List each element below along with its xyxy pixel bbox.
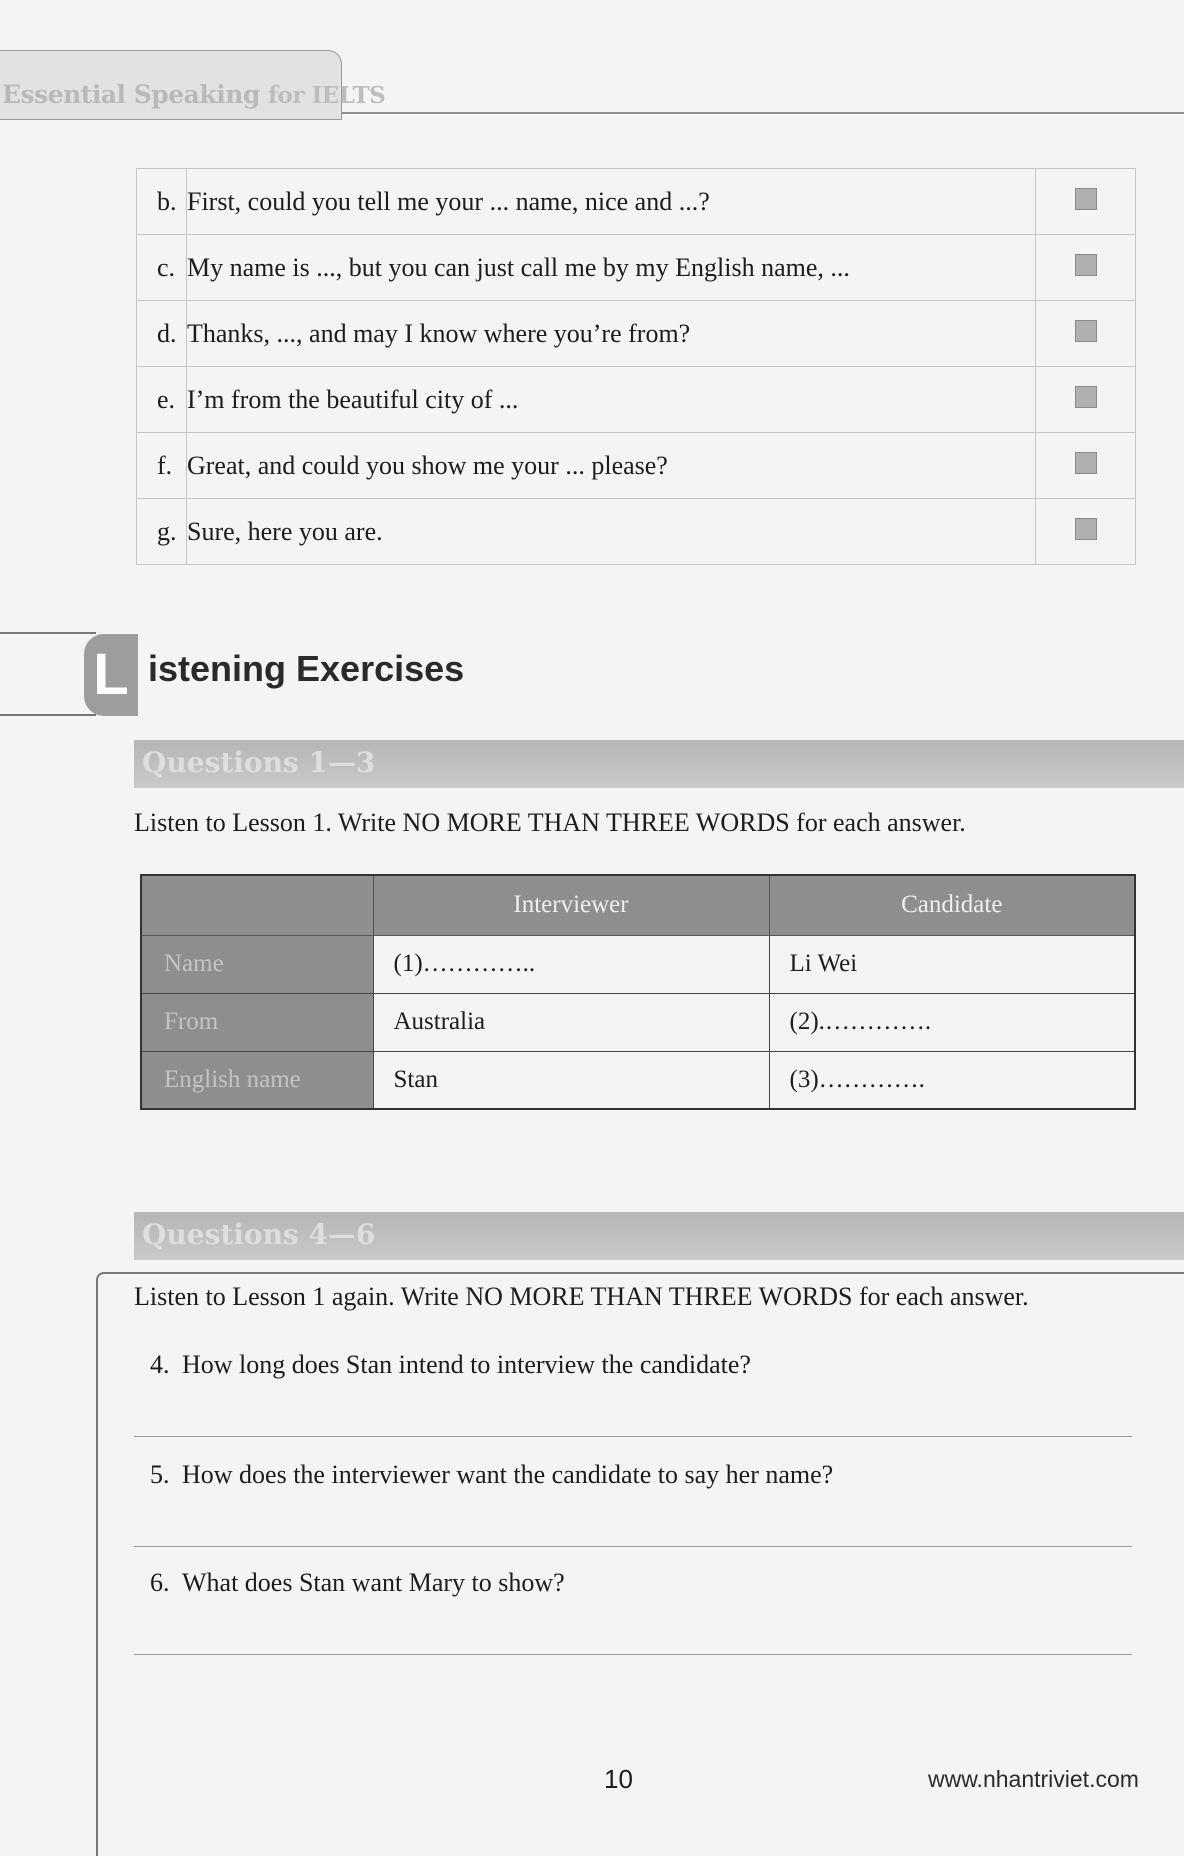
checkbox[interactable] — [1075, 386, 1097, 408]
checkbox[interactable] — [1075, 518, 1097, 540]
table-row — [137, 301, 1136, 367]
row-text: Thanks, ..., and may I know where you’re from? — [186, 301, 1035, 367]
checkbox[interactable] — [1075, 188, 1097, 210]
row-label: From — [141, 993, 373, 1051]
table-row — [137, 433, 1136, 499]
row-letter: c. — [137, 235, 187, 301]
question-text: What does Stan want Mary to show? — [182, 1568, 565, 1597]
row-text: I’m from the beautiful city of ... — [186, 367, 1035, 433]
row-text: My name is ..., but you can just call me by my English name, ... — [186, 235, 1035, 301]
table-row — [137, 367, 1136, 433]
dialogue-table — [136, 168, 1136, 565]
answer-line-6[interactable] — [134, 1654, 1132, 1655]
questions-4-6-label: Questions 4—6 — [142, 1218, 376, 1251]
row-letter: d. — [137, 301, 187, 367]
book-title — [2, 80, 385, 109]
table-row — [137, 169, 1136, 235]
section-initial: L — [84, 634, 138, 716]
table-row — [141, 993, 1135, 1051]
row-text: First, could you tell me your ... name, nice and ...? — [186, 169, 1035, 235]
cell-value: Australia — [373, 993, 769, 1051]
answer-line-4[interactable] — [134, 1436, 1132, 1437]
questions-1-3-label: Questions 1—3 — [142, 746, 376, 779]
website-url: www.nhantriviet.com — [928, 1766, 1139, 1792]
header-cell-interviewer: Interviewer — [373, 875, 769, 935]
question-6 — [150, 1568, 565, 1598]
table-row — [141, 1051, 1135, 1109]
table-row — [137, 235, 1136, 301]
questions-4-6-instruction: Listen to Lesson 1 again. Write NO MORE THAN THREE WORDS for each answer. — [134, 1282, 1029, 1311]
checkbox[interactable] — [1075, 452, 1097, 474]
question-text: How does the interviewer want the candidate to say her name? — [182, 1460, 834, 1489]
answer-line-5[interactable] — [134, 1546, 1132, 1547]
checkbox[interactable] — [1075, 320, 1097, 342]
question-4 — [150, 1350, 751, 1380]
row-text: Great, and could you show me your ... please? — [186, 433, 1035, 499]
section-rule-top — [0, 632, 96, 634]
row-letter: e. — [137, 367, 187, 433]
row-label: English name — [141, 1051, 373, 1109]
row-letter: b. — [137, 169, 187, 235]
answer-blank-2[interactable]: (2).…………. — [769, 993, 1135, 1051]
question-number: 5. — [150, 1460, 170, 1489]
answer-blank-3[interactable]: (3)…………. — [769, 1051, 1135, 1109]
table-row — [141, 935, 1135, 993]
book-title-sub: for IELTS — [268, 82, 386, 109]
question-5 — [150, 1460, 833, 1490]
book-title-main: Essential Speaking — [2, 80, 260, 109]
questions-1-3-instruction: Listen to Lesson 1. Write NO MORE THAN THREE WORDS for each answer. — [134, 808, 966, 837]
row-label: Name — [141, 935, 373, 993]
header-cell — [141, 875, 373, 935]
section-rule-bottom — [0, 714, 96, 716]
section-title: istening Exercises — [148, 648, 465, 689]
row-letter: f. — [137, 433, 187, 499]
checkbox[interactable] — [1075, 254, 1097, 276]
question-number: 6. — [150, 1568, 170, 1597]
question-text: How long does Stan intend to interview the candidate? — [182, 1350, 751, 1379]
cell-value: Li Wei — [769, 935, 1135, 993]
header-rule — [342, 112, 1184, 114]
question-number: 4. — [150, 1350, 170, 1379]
row-letter: g. — [137, 499, 187, 565]
row-text: Sure, here you are. — [186, 499, 1035, 565]
info-table — [140, 874, 1136, 1110]
table-row — [137, 499, 1136, 565]
table-header-row — [141, 875, 1135, 935]
answer-blank-1[interactable]: (1)………….. — [373, 935, 769, 993]
page-number: 10 — [604, 1764, 633, 1794]
header-cell-candidate: Candidate — [769, 875, 1135, 935]
cell-value: Stan — [373, 1051, 769, 1109]
